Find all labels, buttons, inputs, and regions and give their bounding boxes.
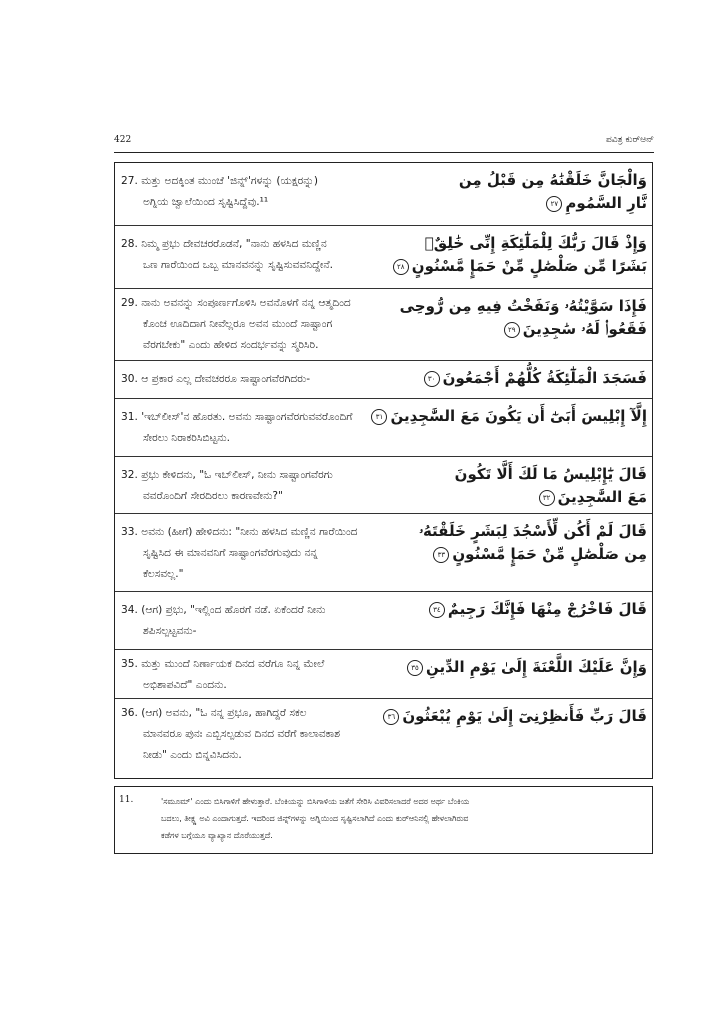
verse-number-marker: ٢٨ [393, 259, 409, 275]
verse-number-marker: ٣٥ [407, 660, 423, 676]
verse-translation [121, 654, 427, 696]
arabic-line: فَسَجَدَ الْمَلَٰٓئِكَةُ كُلُّهُمْ أَجْمَعُونَ [442, 369, 647, 387]
verse-arabic [399, 295, 647, 341]
translation-line: ಮಾನವರೂ ಪುನಃ ಎಬ್ಬಿಸಲ್ಪಡುವ ದಿನದ ವರೆಗೆ ಕಾಲಾವಕಾಶ [143, 728, 340, 740]
verse-translation [121, 369, 427, 390]
arabic-line: وَإِذْ قَالَ رَبُّكَ لِلْمَلَٰٓئِكَةِ إِنِّى خَٰلِقٌۢ [424, 234, 647, 252]
translation-line: ಶಪಿಸಲ್ಪಟ್ಟವನು- [143, 625, 197, 637]
verse-arabic [375, 405, 647, 428]
verse-row-27 [115, 163, 652, 226]
translation-line: ಅಗ್ನಿಯ ಜ್ವಾಲೆಯಿಂದ ಸೃಷ್ಟಿಸಿದ್ದೆವು.¹¹ [143, 196, 269, 208]
footnote-line: 'ಸಮೂಮ್' ಎಂದು ಬಿಸಿಗಾಳಿಗೆ ಹೇಳುತ್ತಾರೆ. ಬೆಂಕಿಯನ್ನು ಬಿಸಿಗಾಳಿಯ ಜತೆಗೆ ಸೇರಿಸಿ ವಿವರಿಸಲಾದರೆ ಅದರ ಅರ್ಥ ಬೆಂಕಿಯ [161, 797, 470, 806]
verse-number-marker: ٣٤ [429, 602, 445, 618]
verse-number-marker: ٣٣ [433, 547, 449, 563]
verse-row-34 [115, 592, 652, 650]
arabic-line: مِن صَلْصَٰلٍ مِّنْ حَمَإٍ مَّسْنُونٍ [452, 545, 647, 563]
verse-arabic [397, 232, 647, 278]
verse-translation [121, 171, 427, 213]
translation-line: 30. ಆ ಪ್ರಕಾರ ಎಲ್ಲ ದೇವಚರರೂ ಸಾಷ್ಟಾಂಗವೆರಗಿದರು- [121, 373, 311, 385]
arabic-line: وَإِنَّ عَلَيْكَ اللَّعْنَةَ إِلَىٰ يَوْمِ الدِّينِ [426, 658, 647, 676]
book-title: ಪವಿತ್ರ ಕುರ್‌ಆನ್ [605, 135, 654, 145]
arabic-line: فَإِذَا سَوَّيْتُهُۥ وَنَفَخْتُ فِيهِ مِن رُّوحِى [399, 297, 647, 315]
footnote-line: ಕಡೆಗಳ ಬಗ್ಗೆಯೂ ವ್ಯಾಖ್ಯಾನ ದೊರೆಯುತ್ತದೆ. [161, 831, 273, 840]
footnote-number: 11. [119, 795, 134, 805]
translation-line: 31. 'ಇಬ್‌ಲೀಸ್'ನ ಹೊರತು. ಅವನು ಸಾಷ್ಟಾಂಗವೆರಗುವವರೊಂದಿಗೆ [121, 411, 353, 423]
verse-row-36 [115, 699, 652, 778]
arabic-line: إِلَّآ إِبْلِيسَ أَبَىٰٓ أَن يَكُونَ مَعَ السَّٰجِدِينَ [390, 407, 647, 425]
verse-arabic [433, 169, 647, 215]
arabic-line: وَالْجَانَّ خَلَقْنَٰهُ مِن قَبْلُ مِن [458, 171, 647, 189]
verse-translation [121, 293, 427, 356]
page-header [114, 135, 654, 149]
arabic-line: قَالَ رَبِّ فَأَنظِرْنِىٓ إِلَىٰ يَوْمِ يُبْعَثُونَ [402, 707, 647, 725]
verses-table [114, 162, 653, 779]
arabic-line: قَالَ يَٰٓإِبْلِيسُ مَا لَكَ أَلَّا تَكُونَ [454, 465, 647, 483]
translation-line: ಒಣ ಗಾರೆಯಿಂದ ಒಬ್ಬ ಮಾನವನನ್ನು ಸೃಷ್ಟಿಸುವವನಿದ್ದೇನೆ. [143, 259, 334, 271]
arabic-line: قَالَ فَاخْرُجْ مِنْهَا فَإِنَّكَ رَجِيمٌ [447, 600, 647, 618]
arabic-line: فَقَعُوا۟ لَهُۥ سَٰجِدِينَ [522, 320, 647, 338]
translation-line: ಕೆಲಸವಲ್ಲ." [143, 568, 184, 580]
verse-number-marker: ٣٠ [424, 371, 440, 387]
translation-line: 36. (ಆಗ) ಅವನು, "ಓ ನನ್ನ ಪ್ರಭೂ, ಹಾಗಿದ್ದರೆ ಸಕಲ [121, 707, 307, 719]
translation-line: 32. ಪ್ರಭು ಕೇಳಿದನು, "ಓ ಇಬ್‌ಲೀಸ್, ನೀನು ಸಾಷ್ಟಾಂಗವೆರಗು [121, 469, 333, 481]
translation-line: 29. ನಾನು ಅವನನ್ನು ಸಂಪೂರ್ಣಗೊಳಿಸಿ ಅವನೊಳಗೆ ನನ್ನ ಆತ್ಮದಿಂದ [121, 297, 351, 309]
verse-row-28 [115, 226, 652, 289]
verse-row-32 [115, 457, 652, 514]
verse-row-31 [115, 399, 652, 457]
arabic-line: بَشَرًا مِّن صَلْصَٰلٍ مِّنْ حَمَإٍ مَّسْنُونٍ [411, 257, 647, 275]
verse-arabic [433, 463, 647, 509]
header-divider [114, 152, 654, 153]
translation-line: 28. ನಿಮ್ಮ ಪ್ರಭು ದೇವಚರರೊಡನೆ, "ನಾನು ಹಳಸಿದ ಮಣ್ಣಿನ [121, 238, 327, 250]
translation-line: ಸೇರಲು ನಿರಾಕರಿಸಿಬಿಟ್ಟನು. [143, 432, 230, 444]
translation-line: ಸೃಷ್ಟಿಸಿದ ಈ ಮಾನವನಿಗೆ ಸಾಷ್ಟಾಂಗವೆರಗುವುದು ನನ್ನ [143, 547, 318, 559]
translation-line: 34. (ಆಗ) ಪ್ರಭು, "ಇಲ್ಲಿಂದ ಹೊರಗೆ ನಡೆ. ಏಕೆಂದರೆ ನೀನು [121, 604, 326, 616]
footnote-box [114, 786, 653, 854]
translation-line: ವವರೊಂದಿಗೆ ಸೇರದಿರಲು ಕಾರಣವೇನು?" [143, 490, 283, 502]
translation-line: ವೆರಗಬೇಕು" ಎಂದು ಹೇಳಿದ ಸಂದರ್ಭವನ್ನು ಸ್ಮರಿಸಿರಿ. [143, 339, 319, 351]
verse-number-marker: ٢٩ [504, 322, 520, 338]
translation-line: 33. ಅವನು (ಹೀಗೆ) ಹೇಳಿದನು: "ನೀನು ಹಳಸಿದ ಮಣ್ಣಿನ ಗಾರೆಯಿಂದ [121, 526, 358, 538]
translation-line: 35. ಮತ್ತು ಮುಂದೆ ನಿರ್ಣಾಯಕ ದಿನದ ವರೆಗೂ ನಿನ್ನ ಮೇಲೆ [121, 658, 325, 670]
verse-row-35 [115, 650, 652, 699]
verse-translation [121, 600, 427, 642]
verse-arabic [387, 705, 647, 728]
footnote-line: ಬದಲು, ತೀಕ್ಷ್ಣ ಅವಿ ಎಂದಾಗುತ್ತದೆ. ಇದರಿಂದ ಜಿನ್ನ್‌ಗಳನ್ನು ಅಗ್ನಿಯಿಂದ ಸೃಷ್ಟಿಸಲಾಗಿದೆ ಎಂದು ಕುರ್‌ಆನಿನಲ್ಲಿ ಹೇಳಲಾಗಿರುವ [161, 814, 469, 823]
translation-line: 27. ಮತ್ತು ಅದಕ್ಕಿಂತ ಮುಂಚೆ 'ಜಿನ್ನ್'ಗಳನ್ನು (ಯಕ್ಷರನ್ನು) [121, 175, 319, 187]
verse-translation [121, 522, 427, 585]
verse-arabic [433, 598, 647, 621]
page-number: 422 [114, 135, 132, 145]
arabic-line: قَالَ لَمْ أَكُن لِّأَسْجُدَ لِبَشَرٍ خَلَقْتَهُۥ [419, 522, 647, 540]
verse-arabic [419, 520, 647, 566]
verse-number-marker: ٢٧ [546, 196, 562, 212]
translation-line: ನೀಡು" ಎಂದು ಬಿನ್ನವಿಸಿದನು. [143, 749, 242, 761]
verse-translation [121, 465, 427, 507]
verse-row-29 [115, 289, 652, 361]
verse-row-30 [115, 361, 652, 399]
footnote-text [161, 793, 647, 844]
verse-number-marker: ٣٢ [539, 490, 555, 506]
arabic-line: نَّارِ السَّمُومِ [565, 194, 647, 212]
verse-row-33 [115, 514, 652, 592]
translation-line: ಅಭಿಶಾಪವಿದೆ" ಎಂದನು. [143, 679, 227, 691]
verse-translation [121, 234, 427, 276]
verse-arabic [411, 656, 647, 679]
translation-line: ಕೊಂಚ ಊದಿದಾಗ ನೀವೆಲ್ಲರೂ ಅವನ ಮುಂದೆ ಸಾಷ್ಟಾಂಗ [143, 318, 333, 330]
verse-arabic [427, 367, 647, 390]
verse-number-marker: ٣١ [371, 409, 387, 425]
verse-number-marker: ٣٦ [383, 709, 399, 725]
arabic-line: مَعَ السَّٰجِدِينَ [557, 488, 647, 506]
